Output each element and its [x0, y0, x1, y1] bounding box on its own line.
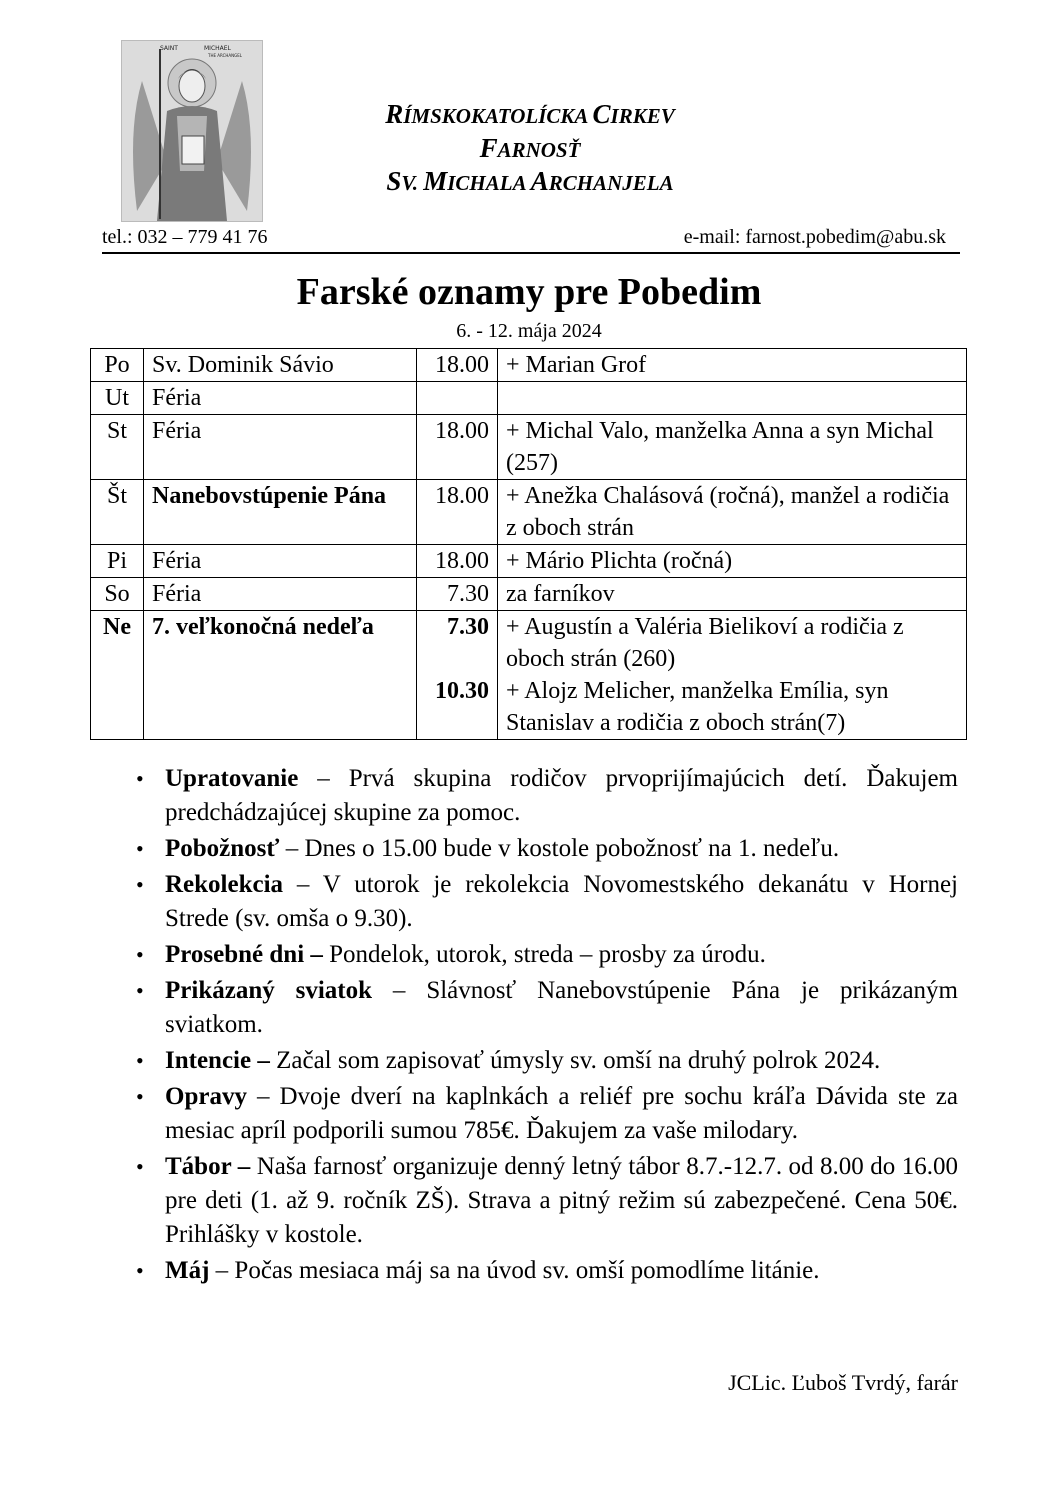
schedule-day: Ut [91, 382, 144, 415]
schedule-intention [498, 480, 967, 545]
announcement-text: Naša farnosť organizuje denný letný tábor 8.7.-12.7. od 8.00 do 16.00 pre deti (1. až 9. ročník ZŠ). Strava a pitný režim sú zabezpečené. Cena 50€. Prihlášky v kostole. [165, 1153, 958, 1248]
schedule-intention [498, 545, 967, 578]
contact-line [102, 224, 960, 254]
schedule-intention [498, 349, 967, 382]
announcement-item [128, 938, 958, 972]
mass-intention: + Alojz Melicher, manželka Emília, syn Stanislav a rodičia z oboch strán(7) [506, 678, 889, 736]
bullet-icon: • [136, 978, 144, 1003]
schedule-intention [498, 611, 967, 740]
schedule-time [417, 415, 498, 480]
schedule-feast: Féria [144, 382, 417, 415]
bullet-icon: • [136, 1084, 144, 1109]
icon-caption-2: MICHAEL [204, 45, 231, 52]
announcement-text: Pondelok, utorok, streda – prosby za úrodu. [322, 941, 766, 968]
schedule-intention [498, 415, 967, 480]
icon-caption-3: THE ARCHANGEL [208, 53, 242, 58]
announcement-heading: Pobožnosť [165, 835, 280, 862]
announcement-item [128, 1080, 958, 1148]
mass-time: 18.00 [435, 483, 489, 509]
announcement-item [128, 762, 958, 830]
announcement-text: – Dnes o 15.00 bude v kostole pobožnosť na 1. nedeľu. [279, 835, 840, 862]
bullet-icon: • [136, 1258, 144, 1283]
schedule-row [91, 382, 967, 415]
announcement-item [128, 1254, 958, 1288]
announcement-text: – V utorok je rekolekcia Novomestského dekanátu v Hornej Strede (sv. omša o 9.30). [165, 871, 958, 932]
phone-number: tel.: 032 – 779 41 76 [102, 226, 268, 248]
schedule-feast: Féria [144, 578, 417, 611]
announcement-item [128, 974, 958, 1042]
schedule-day: Po [91, 349, 144, 382]
schedule-feast: Féria [144, 545, 417, 578]
announcement-item [128, 832, 958, 866]
mass-intention [506, 382, 958, 414]
schedule-day: Pi [91, 545, 144, 578]
schedule-feast: 7. veľkonočná nedeľa [144, 611, 417, 740]
announcement-heading: Prikázaný sviatok [165, 977, 373, 1004]
schedule-time [417, 382, 498, 415]
announcement-text: – Slávnosť Nanebovstúpenie Pána je prikázaným sviatkom. [165, 977, 959, 1038]
schedule-day: So [91, 578, 144, 611]
schedule-feast: Nanebovstúpenie Pána [144, 480, 417, 545]
schedule-time [417, 480, 498, 545]
schedule-day: Št [91, 480, 144, 545]
schedule-time [417, 578, 498, 611]
church-name-line-1: RÍMSKOKATOLÍCKA CIRKEV [385, 99, 675, 129]
announcement-heading: Máj [165, 1257, 210, 1284]
bullet-icon: • [136, 872, 144, 897]
mass-time: 7.30 [447, 581, 489, 607]
schedule-row [91, 545, 967, 578]
church-name-line-2: FARNOSŤ [479, 133, 581, 163]
announcement-heading: Intencie – [165, 1047, 270, 1074]
schedule-feast: Sv. Dominik Sávio [144, 349, 417, 382]
schedule-feast: Féria [144, 415, 417, 480]
schedule-row [91, 349, 967, 382]
announcement-text: Začal som zapisovať úmysly sv. omší na druhý polrok 2024. [269, 1047, 881, 1074]
schedule-time [417, 611, 498, 740]
mass-time: 7.30 [447, 614, 489, 640]
announcement-heading: Tábor – [165, 1153, 251, 1180]
announcement-heading: Upratovanie [165, 765, 299, 792]
mass-time: 10.30 [435, 678, 489, 704]
mass-time: 18.00 [435, 548, 489, 574]
schedule-row [91, 480, 967, 545]
schedule-row [91, 611, 967, 740]
schedule-time [417, 349, 498, 382]
bullet-icon: • [136, 1048, 144, 1073]
announcement-heading: Rekolekcia [165, 871, 284, 898]
announcement-text: – Dvoje dverí na kaplnkách a reliéf pre sochu kráľa Dávida ste za mesiac apríl podporili sumou 785€. Ďakujem za vaše milodary. [165, 1083, 958, 1144]
bullet-icon: • [136, 836, 144, 861]
icon-caption-1: SAINT [160, 45, 178, 52]
announcements-list [128, 762, 958, 1290]
mass-intention: za farníkov [506, 581, 615, 607]
mass-intention: + Michal Valo, manželka Anna a syn Michal (257) [506, 418, 934, 476]
mass-time [425, 382, 489, 414]
mass-intention: + Augustín a Valéria Bielikoví a rodičia z oboch strán (260) [506, 614, 904, 672]
date-range: 6. - 12. mája 2024 [456, 320, 602, 342]
mass-time: 18.00 [435, 352, 489, 378]
saint-michael-icon [121, 40, 263, 222]
schedule-intention [498, 578, 967, 611]
schedule-day: St [91, 415, 144, 480]
page-title: Farské oznamy pre Pobedim [296, 271, 762, 313]
church-name-line-3: SV. MICHALA ARCHANJELA [386, 166, 674, 196]
bullet-icon: • [136, 1154, 144, 1179]
mass-intention: + Mário Plichta (ročná) [506, 548, 733, 574]
mass-intention: + Marian Grof [506, 352, 647, 378]
schedule-day: Ne [91, 611, 144, 740]
announcement-item [128, 1044, 958, 1078]
mass-intention: + Anežka Chalásová (ročná), manžel a rodičia z oboch strán [506, 483, 950, 541]
schedule-intention [498, 382, 967, 415]
announcement-text: – Prvá skupina rodičov prvoprijímajúcich detí. Ďakujem predchádzajúcej skupine za pomoc. [165, 765, 958, 826]
signature: JCLic. Ľuboš Tvrdý, farár [728, 1370, 958, 1395]
schedule-time [417, 545, 498, 578]
mass-time: 18.00 [435, 418, 489, 444]
bullet-icon: • [136, 766, 144, 791]
announcement-heading: Opravy [165, 1083, 247, 1110]
schedule-row [91, 415, 967, 480]
announcement-heading: Prosebné dni – [165, 941, 323, 968]
announcement-item [128, 1150, 958, 1252]
schedule-row [91, 578, 967, 611]
mass-schedule-table [90, 348, 967, 740]
announcement-item [128, 868, 958, 936]
announcement-text: – Počas mesiaca máj sa na úvod sv. omší pomodlíme litánie. [209, 1257, 820, 1284]
email-address: e-mail: farnost.pobedim@abu.sk [683, 226, 946, 248]
bullet-icon: • [136, 942, 144, 967]
